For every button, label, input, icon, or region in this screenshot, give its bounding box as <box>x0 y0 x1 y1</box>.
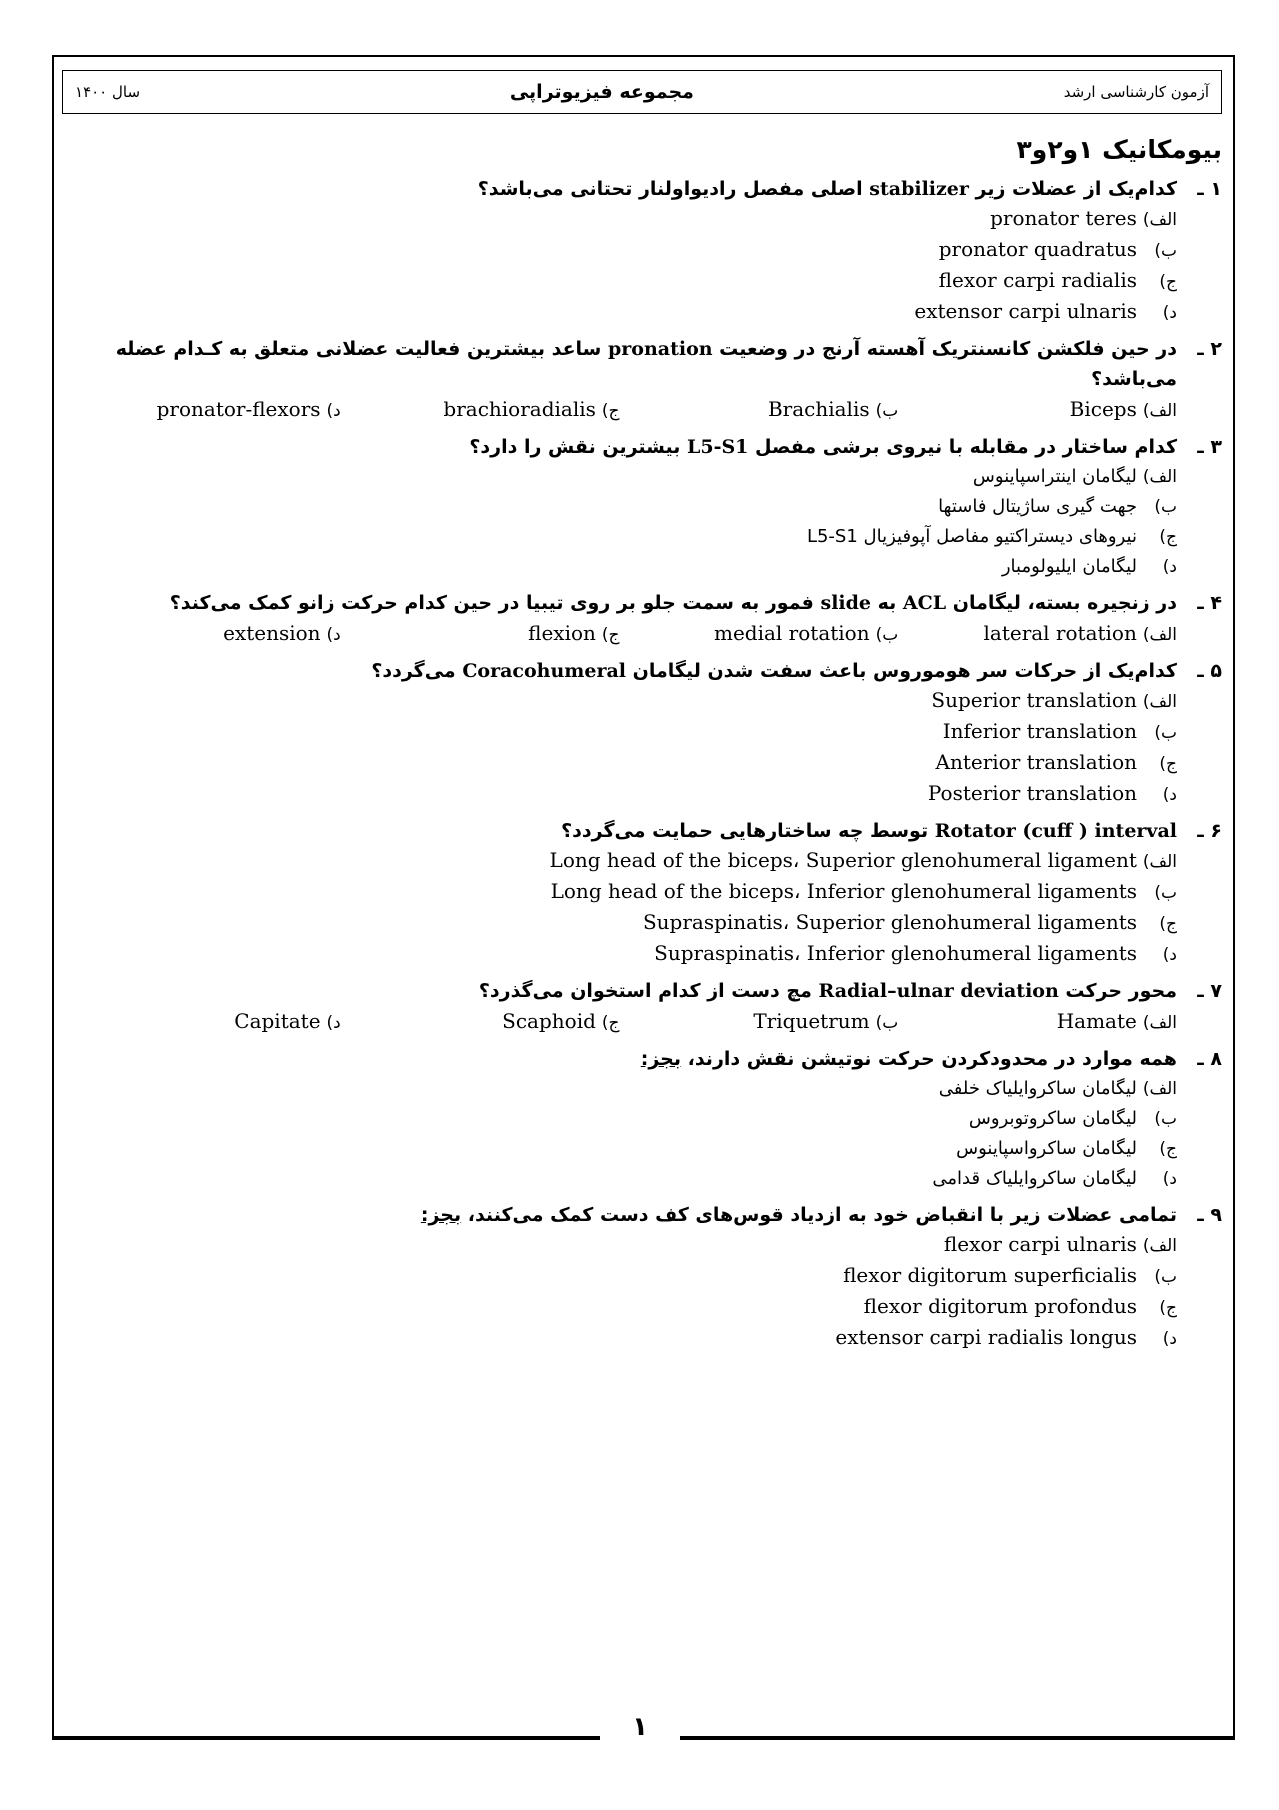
option-d: د) extensor carpi ulnaris <box>914 299 1177 323</box>
header-collection-title: مجموعه فیزیوتراپی <box>509 81 694 103</box>
option-c: ج) brachioradialis <box>443 397 620 421</box>
option-b: ب) pronator quadratus <box>938 237 1177 261</box>
option-b: ب) Triquetrum <box>753 1009 899 1033</box>
question-stem: Rotator (cuff ) interval توسط چه ساختارهایی حمایت می‌گردد؟ <box>561 820 1177 842</box>
options-row <box>62 1006 1177 1038</box>
question-number: ۷ ـ <box>1197 980 1222 1002</box>
option-a: الف) Biceps <box>1069 397 1177 421</box>
option-c: ج) Anterior translation <box>935 750 1177 774</box>
question-number: ۴ ـ <box>1197 592 1222 614</box>
question-number: ۱ ـ <box>1197 178 1222 200</box>
question-stem: کدام‌یک از حرکات سر هوموروس باعث سفت شدن لیگامان Coracohumeral می‌گردد؟ <box>371 660 1177 682</box>
question-stem: تمامی عضلات زیر با انقباض خود به ازدیاد قوس‌های کف دست کمک می‌کنند، بجز: <box>420 1204 1177 1226</box>
footer-line-right <box>680 1738 1235 1740</box>
option-d: د) Supraspinatis، Inferior glenohumeral ligaments <box>654 941 1177 965</box>
question-number: ۸ ـ <box>1197 1048 1222 1070</box>
option-b: ب) Long head of the biceps، Inferior glenohumeral ligaments <box>550 879 1177 903</box>
option-a: الف) lateral rotation <box>983 621 1177 645</box>
option-c: ج) Supraspinatis، Superior glenohumeral ligaments <box>642 910 1177 934</box>
option-d: د) extensor carpi radialis longus <box>835 1325 1177 1349</box>
page-number: ۱ <box>600 1712 680 1742</box>
question-number: ۹ ـ <box>1197 1204 1222 1226</box>
question-1 <box>62 174 1222 328</box>
question-4 <box>62 588 1222 650</box>
option-c: ج) لیگامان ساکرواسپاینوس <box>956 1138 1177 1159</box>
option-c: ج) flexor digitorum profondus <box>863 1294 1177 1318</box>
option-a: الف) لیگامان اینتراسپاینوس <box>972 466 1177 487</box>
question-stem: در حین فلکشن کانسنتریک آهسته آرنج در وضعیت pronation ساعد بیشترین فعالیت عضلانی متعلق به کـدام عضله می‌باشد؟ <box>115 338 1177 390</box>
option-d: د) لیگامان ساکروایلیاک قدامی <box>932 1168 1177 1189</box>
question-2 <box>62 334 1222 426</box>
option-c: ج) نیروهای دیستراکتیو مفاصل آپوفیزیال L5-S1 <box>806 526 1177 547</box>
option-c: ج) flexion <box>528 621 620 645</box>
question-6 <box>62 816 1222 970</box>
header-exam-title: آزمون کارشناسی ارشد <box>1063 83 1209 101</box>
question-number: ۳ ـ <box>1197 436 1222 458</box>
question-3 <box>62 432 1222 582</box>
page-header <box>62 70 1222 114</box>
option-d: د) extension <box>223 621 341 645</box>
option-a: الف) Hamate <box>1056 1009 1177 1033</box>
option-a: الف) flexor carpi ulnaris <box>943 1232 1177 1256</box>
question-5 <box>62 656 1222 810</box>
question-stem: محور حرکت Radial–ulnar deviation مچ دست از کدام استخوان می‌گذرد؟ <box>478 980 1177 1002</box>
option-a: الف) pronator teres <box>990 206 1177 230</box>
option-b: ب) لیگامان ساکروتوبروس <box>968 1108 1177 1129</box>
question-number: ۲ ـ <box>1197 338 1222 360</box>
question-9 <box>62 1200 1222 1354</box>
question-8 <box>62 1044 1222 1194</box>
footer-line-left <box>52 1738 600 1740</box>
header-year: سال ۱۴۰۰ <box>75 83 141 101</box>
option-a: الف) Superior translation <box>931 688 1177 712</box>
option-b: ب) Brachialis <box>767 397 899 421</box>
question-stem: کدام‌یک از عضلات زیر stabilizer اصلی مفصل رادیواولنار تحتانی می‌باشد؟ <box>477 178 1177 200</box>
options-row <box>62 618 1177 650</box>
option-b: ب) flexor digitorum superficialis <box>843 1263 1177 1287</box>
options-row <box>62 394 1177 426</box>
option-d: د) Posterior translation <box>927 781 1177 805</box>
question-stem: در زنجیره بسته، لیگامان ACL به slide فمور به سمت جلو بر روی تیبیا در حین کدام حرکت زانو کمک می‌کند؟ <box>169 592 1177 614</box>
question-number: ۶ ـ <box>1197 820 1222 842</box>
option-d: د) pronator-flexors <box>156 397 341 421</box>
section-title: بیومکانیک ۱و۲و۳ <box>1016 135 1222 164</box>
option-c: ج) flexor carpi radialis <box>938 268 1177 292</box>
option-b: ب) جهت گیری ساژیتال فاستها <box>938 496 1177 517</box>
option-c: ج) Scaphoid <box>502 1009 620 1033</box>
option-d: د) Capitate <box>234 1009 341 1033</box>
question-number: ۵ ـ <box>1197 660 1222 682</box>
option-a: الف) لیگامان ساکروایلیاک خلفی <box>938 1078 1177 1099</box>
option-b: ب) Inferior translation <box>942 719 1177 743</box>
question-7 <box>62 976 1222 1038</box>
option-b: ب) medial rotation <box>714 621 899 645</box>
option-a: الف) Long head of the biceps، Superior glenohumeral ligament <box>549 848 1177 872</box>
questions-content <box>62 120 1222 1354</box>
question-stem: همه موارد در محدودکردن حرکت نوتیشن نقش دارند، بجز: <box>640 1048 1177 1070</box>
question-stem: کدام ساختار در مقابله با نیروی برشی مفصل L5-S1 بیشترین نقش را دارد؟ <box>469 436 1177 458</box>
option-d: د) لیگامان ایلیولومبار <box>1001 556 1177 577</box>
